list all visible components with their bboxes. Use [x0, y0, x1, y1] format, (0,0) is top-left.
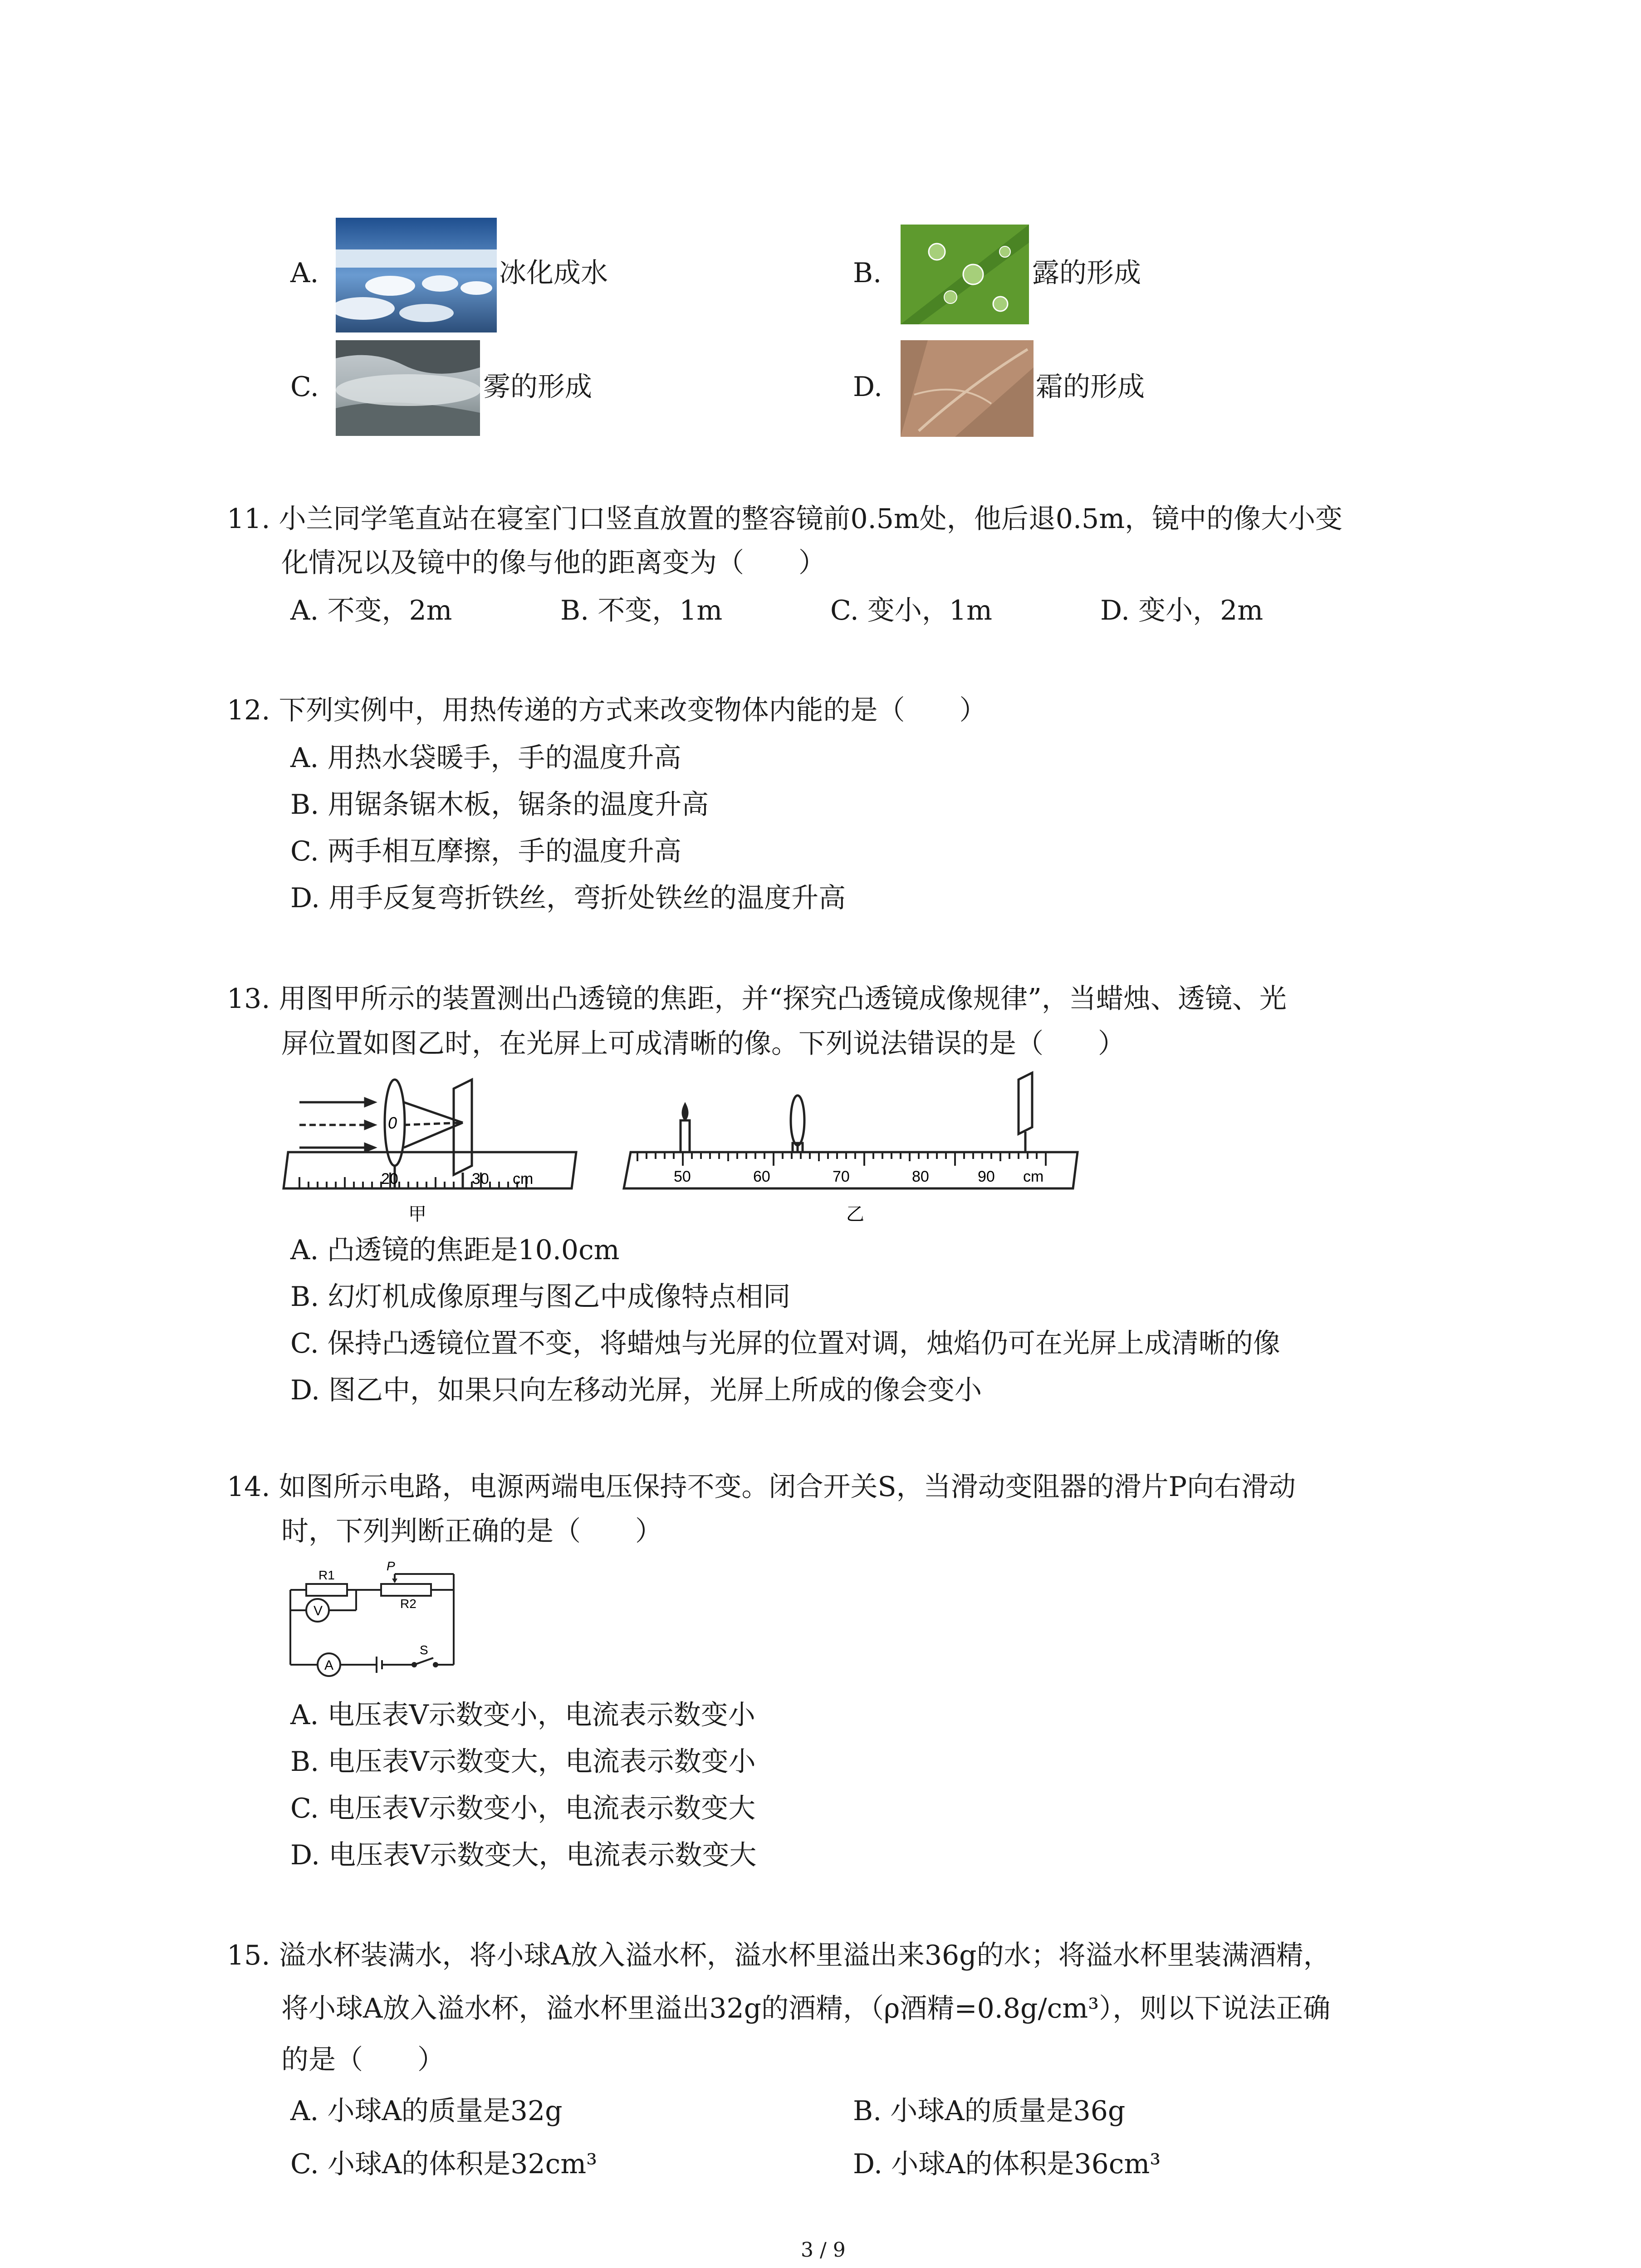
- yi-tick-80: 80: [912, 1168, 929, 1185]
- q10-option-a-letter: A.: [290, 257, 319, 289]
- q11-stem-line2: 化情况以及镜中的像与他的距离变为（ ）: [281, 547, 826, 579]
- q10-option-c-text: 雾的形成: [483, 371, 592, 403]
- jia-tick-20: 20: [381, 1170, 398, 1188]
- q13-stem-line2: 屏位置如图乙时，在光屏上可成清晰的像。下列说法错误的是（ ）: [281, 1028, 1125, 1060]
- ice-melting-photo: [336, 218, 497, 332]
- jia-caption: 甲: [408, 1204, 426, 1224]
- jia-lens-label: 0: [388, 1114, 397, 1132]
- slider-arrow: [392, 1579, 397, 1583]
- jia-ticks: [299, 1173, 526, 1188]
- yi-ticks: [637, 1152, 1046, 1166]
- q10-option-c-letter: C.: [290, 371, 319, 403]
- q14-stem-line1: 14. 如图所示电路，电源两端电压保持不变。闭合开关S，当滑动变阻器的滑片P向右滑动: [227, 1471, 1296, 1503]
- yi-caption: 乙: [846, 1204, 864, 1224]
- q10-option-d-letter: D.: [853, 371, 883, 403]
- q15-option-d[interactable]: D. 小球A的体积是36cm³: [853, 2148, 1161, 2180]
- q15-option-c[interactable]: C. 小球A的体积是32cm³: [290, 2148, 598, 2180]
- q15-stem-line3: 的是（ ）: [281, 2044, 445, 2076]
- q15-option-b[interactable]: B. 小球A的质量是36g: [853, 2095, 1126, 2127]
- q14-option-d[interactable]: D. 电压表V示数变大，电流表示数变大: [290, 1839, 757, 1871]
- yi-flame: [683, 1105, 687, 1119]
- figure-jia-focal-length: [281, 1070, 590, 1229]
- q10-option-b-text: 露的形成: [1032, 257, 1141, 289]
- fog-photo: [336, 340, 480, 436]
- q11-option-a[interactable]: A. 不变，2m: [290, 595, 452, 626]
- resistor-r1: [306, 1584, 347, 1596]
- yi-tick-70: 70: [833, 1168, 850, 1185]
- q14-option-a[interactable]: A. 电压表V示数变小，电流表示数变小: [290, 1699, 755, 1731]
- yi-tick-90: 90: [978, 1168, 995, 1185]
- circuit-diagram: [281, 1560, 472, 1678]
- q11-option-c[interactable]: C. 变小，1m: [830, 595, 992, 626]
- yi-tick-60: 60: [753, 1168, 770, 1185]
- yi-candle: [681, 1120, 690, 1152]
- q15-option-a[interactable]: A. 小球A的质量是32g: [290, 2095, 563, 2127]
- r2-label: R2: [400, 1597, 416, 1611]
- frost-photo: [901, 340, 1034, 437]
- jia-tick-30: 30: [472, 1170, 489, 1188]
- a-label: A: [324, 1658, 334, 1673]
- q12-option-c[interactable]: C. 两手相互摩擦，手的温度升高: [290, 836, 681, 867]
- yi-tick-50: 50: [674, 1168, 691, 1185]
- q13-stem-line1: 13. 用图甲所示的装置测出凸透镜的焦距，并“探究凸透镜成像规律”，当蜡烛、透镜、光: [227, 983, 1287, 1015]
- r1-label: R1: [318, 1568, 335, 1582]
- figure-yi-imaging: [619, 1070, 1091, 1229]
- q15-stem-line1: 15. 溢水杯装满水，将小球A放入溢水杯，溢水杯里溢出来36g的水；将溢水杯里装满酒精，: [227, 1940, 1331, 1971]
- q14-stem-line2: 时，下列判断正确的是（ ）: [281, 1515, 662, 1547]
- q13-option-a[interactable]: A. 凸透镜的焦距是10.0cm: [290, 1234, 620, 1266]
- page-number: 3 / 9: [801, 2239, 846, 2262]
- jia-screen: [454, 1080, 472, 1175]
- q10-option-d-text: 霜的形成: [1036, 371, 1145, 403]
- q10-option-b-letter: B.: [853, 257, 882, 289]
- q12-option-d[interactable]: D. 用手反复弯折铁丝，弯折处铁丝的温度升高: [290, 882, 846, 914]
- q12-option-a[interactable]: A. 用热水袋暖手，手的温度升高: [290, 742, 681, 774]
- q14-option-c[interactable]: C. 电压表V示数变小，电流表示数变大: [290, 1793, 756, 1824]
- s-label: S: [420, 1643, 428, 1657]
- q15-stem-line2: 将小球A放入溢水杯，溢水杯里溢出32g的酒精，（ρ酒精=0.8g/cm³），则以下说法正确: [281, 1993, 1331, 2024]
- jia-tick-unit: cm: [513, 1170, 534, 1188]
- resistor-r2: [381, 1584, 431, 1596]
- q14-option-b[interactable]: B. 电压表V示数变大，电流表示数变小: [290, 1746, 756, 1778]
- dew-drops-photo: [901, 225, 1029, 324]
- switch-s: [414, 1658, 433, 1665]
- q13-option-c[interactable]: C. 保持凸透镜位置不变，将蜡烛与光屏的位置对调，烛焰仍可在光屏上成清晰的像: [290, 1328, 1280, 1359]
- q11-option-d[interactable]: D. 变小，2m: [1100, 595, 1264, 626]
- v-label: V: [314, 1603, 323, 1618]
- q12-stem: 12. 下列实例中，用热传递的方式来改变物体内能的是（ ）: [227, 694, 987, 726]
- yi-tick-unit: cm: [1023, 1168, 1044, 1185]
- p-label: P: [387, 1560, 395, 1573]
- q11-stem-line1: 11. 小兰同学笔直站在寝室门口竖直放置的整容镜前0.5m处，他后退0.5m，镜中的像大小变: [227, 503, 1343, 535]
- q12-option-b[interactable]: B. 用锯条锯木板，锯条的温度升高: [290, 789, 709, 821]
- q13-option-b[interactable]: B. 幻灯机成像原理与图乙中成像特点相同: [290, 1281, 791, 1313]
- q10-option-a-text: 冰化成水: [499, 257, 608, 289]
- yi-screen: [1019, 1073, 1032, 1134]
- q11-option-b[interactable]: B. 不变，1m: [560, 595, 723, 626]
- q13-option-d[interactable]: D. 图乙中，如果只向左移动光屏，光屏上所成的像会变小: [290, 1374, 982, 1406]
- yi-lens: [791, 1095, 804, 1145]
